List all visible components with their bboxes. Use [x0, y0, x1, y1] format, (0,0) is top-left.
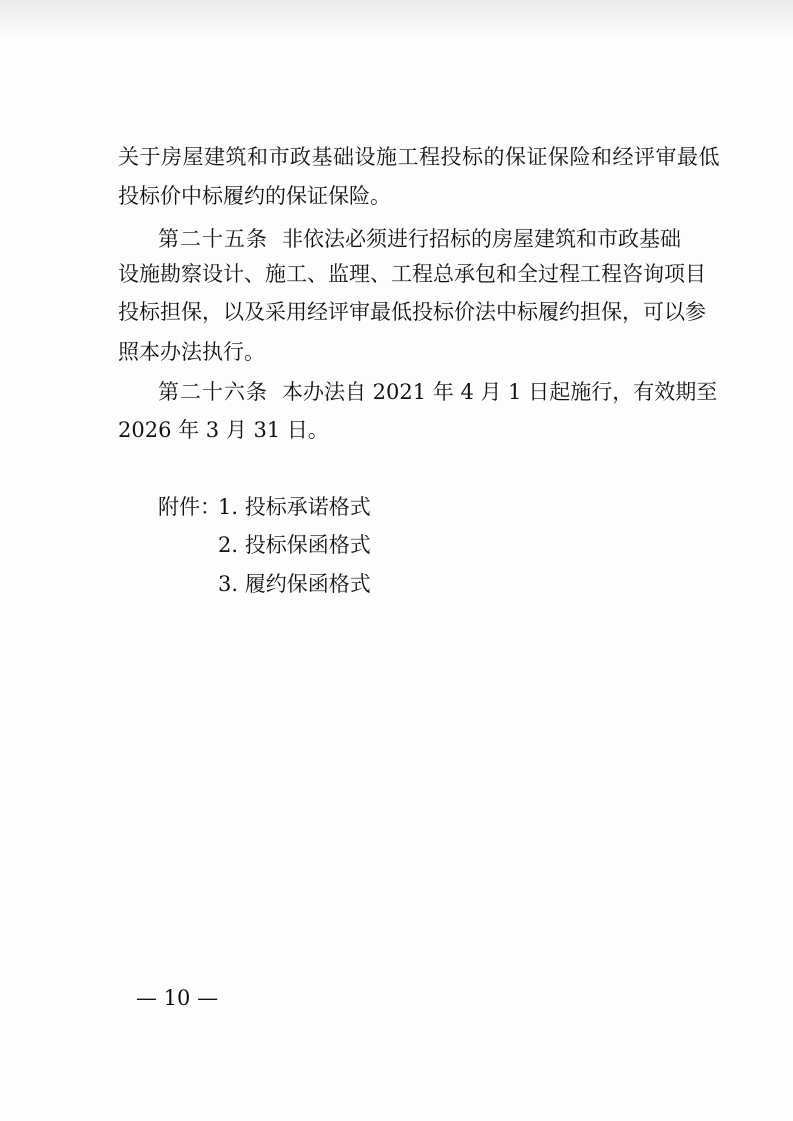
article-26-first-line: [158, 380, 717, 404]
attachment-item: 2. 投标保函格式: [218, 533, 371, 557]
page-number: — 10 —: [136, 986, 219, 1010]
article-26-heading: 第二十六条: [158, 380, 268, 404]
article-25-text: 非依法必须进行招标的房屋建筑和市政基础: [282, 227, 681, 251]
paragraph-line: 照本办法执行。: [118, 340, 265, 364]
article-26-text: 本办法自 2021 年 4 月 1 日起施行，有效期至: [282, 380, 718, 404]
article-25-heading: 第二十五条: [158, 227, 268, 251]
article-25-first-line: [158, 227, 681, 251]
attachment-item: 1. 投标承诺格式: [218, 495, 371, 519]
scan-shadow: [0, 0, 793, 40]
paragraph-line: 2026 年 3 月 31 日。: [118, 418, 329, 442]
attachment-item: 3. 履约保函格式: [218, 572, 371, 596]
paragraph-line: 关于房屋建筑和市政基础设施工程投标的保证保险和经评审最低: [118, 145, 720, 169]
paragraph-line: 设施勘察设计、施工、监理、工程总承包和全过程工程咨询项目: [118, 262, 706, 286]
attachments-label: 附件：: [158, 495, 221, 519]
paragraph-line: 投标担保，以及采用经评审最低投标价法中标履约担保，可以参: [118, 300, 706, 324]
paragraph-line: 投标价中标履约的保证保险。: [118, 184, 391, 208]
